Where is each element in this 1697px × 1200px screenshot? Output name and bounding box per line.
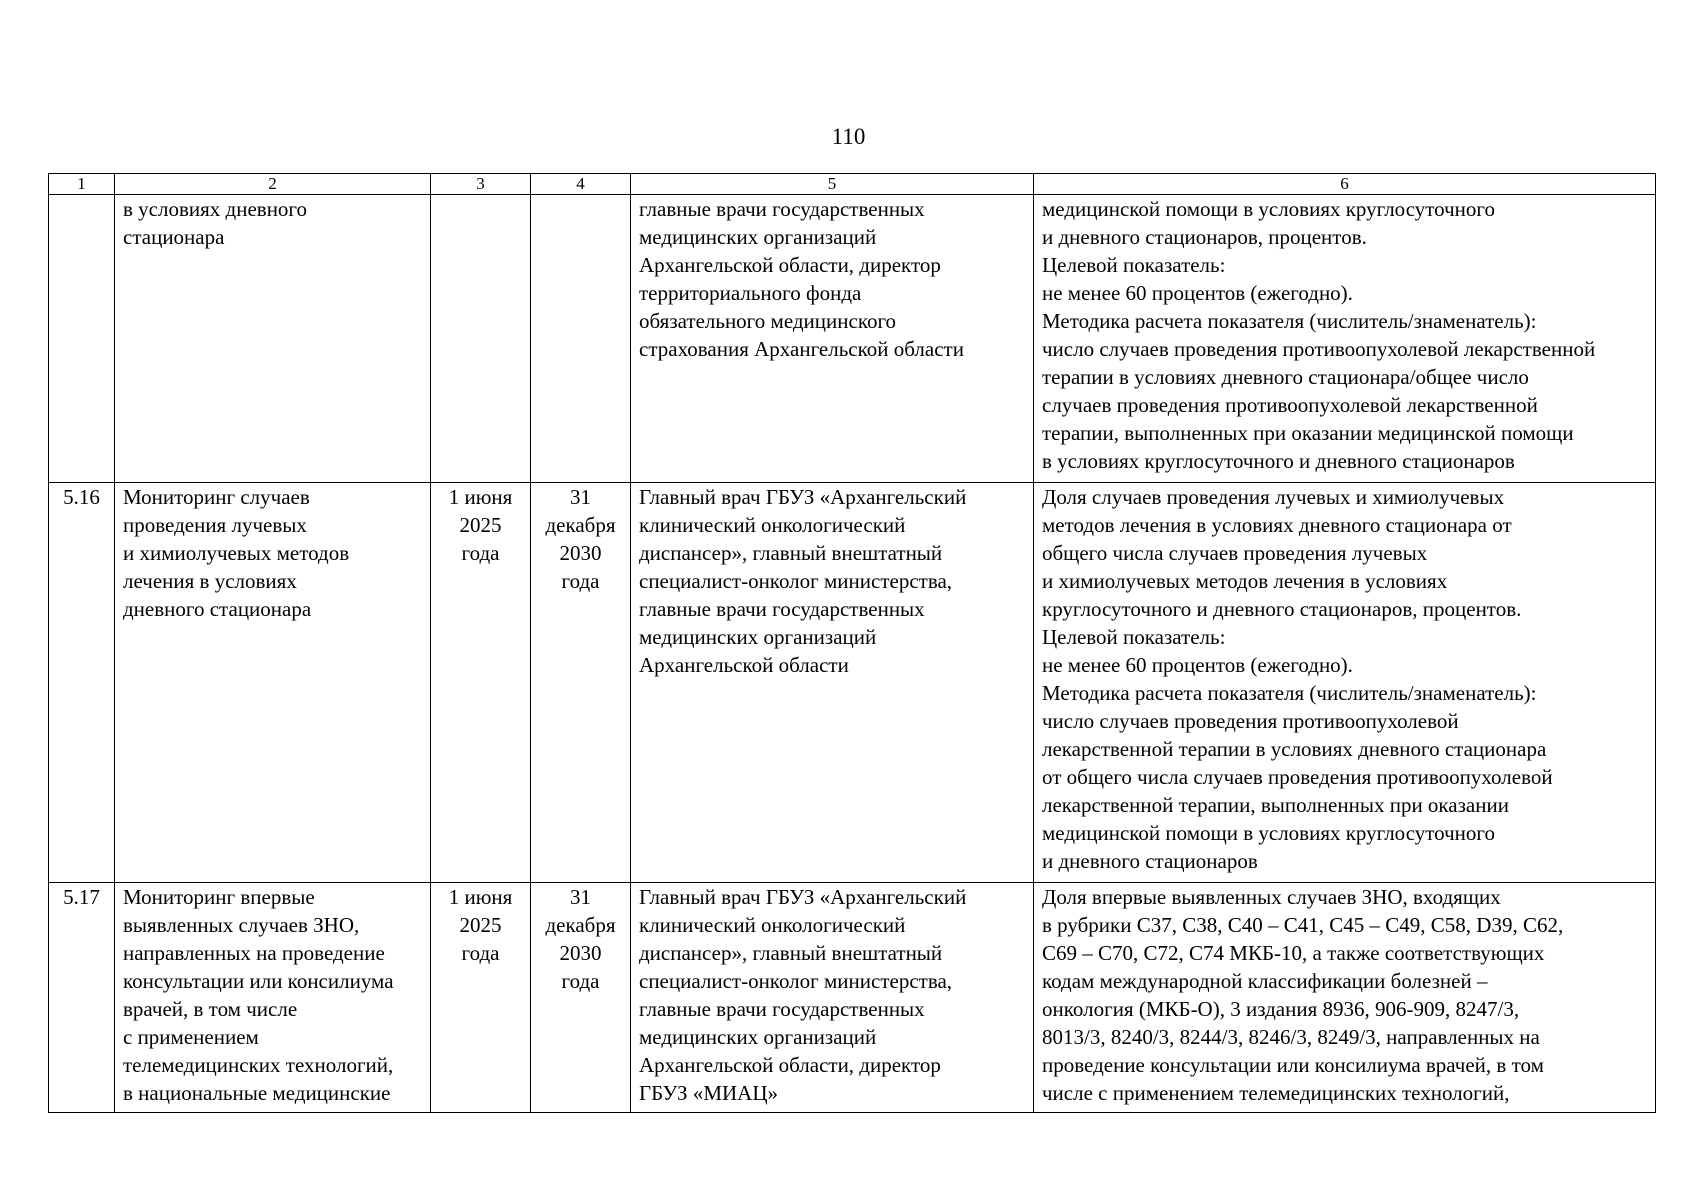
cell-text-line: 2025 [459, 913, 502, 937]
cell-text-line: 1 июня [448, 885, 513, 909]
cell-text-line: Методика расчета показателя (числитель/знаменатель): [1042, 309, 1537, 333]
end-date-cell [531, 195, 631, 483]
column-header-row [49, 174, 1656, 195]
cell-text-line: случаев проведения противоопухолевой лекарственной [1042, 393, 1538, 417]
cell-text-line: дневного стационара [123, 597, 312, 621]
cell-text-line: года [461, 941, 500, 965]
cell-text-line: от общего числа случаев проведения противоопухолевой [1042, 765, 1553, 789]
cell-text-line: специалист-онколог министерства, [639, 969, 953, 993]
event-cell [115, 883, 431, 1113]
cell-text-line: Мониторинг случаев [123, 485, 310, 509]
cell-text-line: ГБУЗ «МИАЦ» [639, 1081, 778, 1105]
plan-table [48, 173, 1656, 1113]
row-number [49, 195, 115, 483]
start-date-cell [431, 195, 531, 483]
cell-text-line: телемедицинских технологий, [123, 1053, 394, 1077]
cell-text-line: главные врачи государственных [639, 997, 925, 1021]
responsible-cell [631, 483, 1034, 883]
cell-text-line: декабря [545, 513, 616, 537]
cell-text-line: Главный врач ГБУЗ «Архангельский [639, 485, 967, 509]
responsible-cell [631, 195, 1034, 483]
cell-text-line: специалист-онколог министерства, [639, 569, 953, 593]
cell-text-line: Методика расчета показателя (числитель/знаменатель): [1042, 681, 1537, 705]
event-cell [115, 483, 431, 883]
cell-text-line: не менее 60 процентов (ежегодно). [1042, 653, 1353, 677]
cell-text-line: медицинской помощи в условиях круглосуточного [1042, 197, 1495, 221]
cell-text-line: кодам международной классификации болезней – [1042, 969, 1488, 993]
cell-text-line: лекарственной терапии в условиях дневного стационара [1042, 737, 1547, 761]
indicator-cell [1034, 883, 1656, 1113]
table-row [49, 883, 1656, 1113]
cell-text-line: Доля впервые выявленных случаев ЗНО, входящих [1042, 885, 1501, 909]
cell-text-line: врачей, в том числе [123, 997, 298, 1021]
cell-text-line: территориального фонда [639, 281, 862, 305]
cell-text-line: года [561, 569, 600, 593]
cell-text-line: лекарственной терапии, выполненных при оказании [1042, 793, 1509, 817]
cell-text-line: проведение консультации или консилиума врачей, в том [1042, 1053, 1544, 1077]
cell-text-line: лечения в условиях [123, 569, 297, 593]
row-number: 5.16 [49, 483, 115, 883]
cell-text-line: с применением [123, 1025, 259, 1049]
cell-text-line: направленных на проведение [123, 941, 385, 965]
cell-text-line: консультации или консилиума [123, 969, 394, 993]
cell-text-line: декабря [545, 913, 616, 937]
row-number: 5.17 [49, 883, 115, 1113]
cell-text-line: Архангельской области [639, 653, 849, 677]
cell-text-line: терапии в условиях дневного стационара/общее число [1042, 365, 1529, 389]
page-number: 110 [831, 124, 866, 149]
cell-text-line: 8013/3, 8240/3, 8244/3, 8246/3, 8249/3, направленных на [1042, 1025, 1540, 1049]
cell-text-line: 2030 [559, 941, 602, 965]
cell-text-line: Мониторинг впервые [123, 885, 315, 909]
end-date-cell [531, 883, 631, 1113]
cell-text-line: выявленных случаев ЗНО, [123, 913, 360, 937]
cell-text-line: года [461, 541, 500, 565]
cell-text-line: обязательного медицинского [639, 309, 897, 333]
start-date-cell [431, 483, 531, 883]
cell-text-line: 31 [570, 885, 591, 909]
cell-text-line: диспансер», главный внештатный [639, 541, 943, 565]
cell-text-line: 31 [570, 485, 591, 509]
cell-text-line: Архангельской области, директор [639, 253, 941, 277]
cell-text-line: число случаев проведения противоопухолевой [1042, 709, 1459, 733]
cell-text-line: в условиях круглосуточного и дневного стационаров [1042, 449, 1515, 473]
cell-text-line: медицинских организаций [639, 1025, 877, 1049]
cell-text-line: стационара [123, 225, 225, 249]
cell-text-line: страхования Архангельской области [639, 337, 964, 361]
cell-text-line: в условиях дневного [123, 197, 308, 221]
cell-text-line: число случаев проведения противоопухолевой лекарственной [1042, 337, 1596, 361]
cell-text-line: и химиолучевых методов [123, 541, 350, 565]
cell-text-line: главные врачи государственных [639, 197, 925, 221]
start-date-cell [431, 883, 531, 1113]
cell-text-line: проведения лучевых [123, 513, 307, 537]
cell-text-line: Целевой показатель: [1042, 253, 1226, 277]
cell-text-line: 2025 [459, 513, 502, 537]
table-row [49, 195, 1656, 483]
responsible-cell [631, 883, 1034, 1113]
column-header: 6 [1034, 174, 1656, 195]
cell-text-line: круглосуточного и дневного стационаров, процентов. [1042, 597, 1522, 621]
cell-text-line: медицинских организаций [639, 225, 877, 249]
cell-text-line: и дневного стационаров, процентов. [1042, 225, 1367, 249]
indicator-cell [1034, 195, 1656, 483]
cell-text-line: диспансер», главный внештатный [639, 941, 943, 965]
cell-text-line: 2030 [559, 541, 602, 565]
column-header: 3 [431, 174, 531, 195]
indicator-cell [1034, 483, 1656, 883]
cell-text-line: общего числа случаев проведения лучевых [1042, 541, 1428, 565]
cell-text-line: и химиолучевых методов лечения в условиях [1042, 569, 1448, 593]
table-row [49, 483, 1656, 883]
cell-text-line: года [561, 969, 600, 993]
cell-text-line: Главный врач ГБУЗ «Архангельский [639, 885, 967, 909]
cell-text-line: методов лечения в условиях дневного стационара от [1042, 513, 1512, 537]
cell-text-line: клинический онкологический [639, 513, 906, 537]
event-cell [115, 195, 431, 483]
cell-text-line: и дневного стационаров [1042, 849, 1258, 873]
cell-text-line: терапии, выполненных при оказании медицинской помощи [1042, 421, 1574, 445]
cell-text-line: Архангельской области, директор [639, 1053, 941, 1077]
cell-text-line: числе с применением телемедицинских технологий, [1042, 1081, 1510, 1105]
cell-text-line: 1 июня [448, 485, 513, 509]
cell-text-line: С69 – С70, С72, С74 МКБ-10, а также соответствующих [1042, 941, 1545, 965]
cell-text-line: главные врачи государственных [639, 597, 925, 621]
cell-text-line: не менее 60 процентов (ежегодно). [1042, 281, 1353, 305]
cell-text-line: Целевой показатель: [1042, 625, 1226, 649]
column-header: 1 [49, 174, 115, 195]
column-header: 5 [631, 174, 1034, 195]
end-date-cell [531, 483, 631, 883]
cell-text-line: онкология (МКБ-О), 3 издания 8936, 906-909, 8247/3, [1042, 997, 1520, 1021]
cell-text-line: медицинских организаций [639, 625, 877, 649]
cell-text-line: клинический онкологический [639, 913, 906, 937]
cell-text-line: Доля случаев проведения лучевых и химиолучевых [1042, 485, 1505, 509]
cell-text-line: медицинской помощи в условиях круглосуточного [1042, 821, 1495, 845]
cell-text-line: в рубрики С37, С38, С40 – С41, С45 – С49, С58, D39, С62, [1042, 913, 1564, 937]
column-header: 4 [531, 174, 631, 195]
column-header: 2 [115, 174, 431, 195]
cell-text-line: в национальные медицинские [123, 1081, 391, 1105]
